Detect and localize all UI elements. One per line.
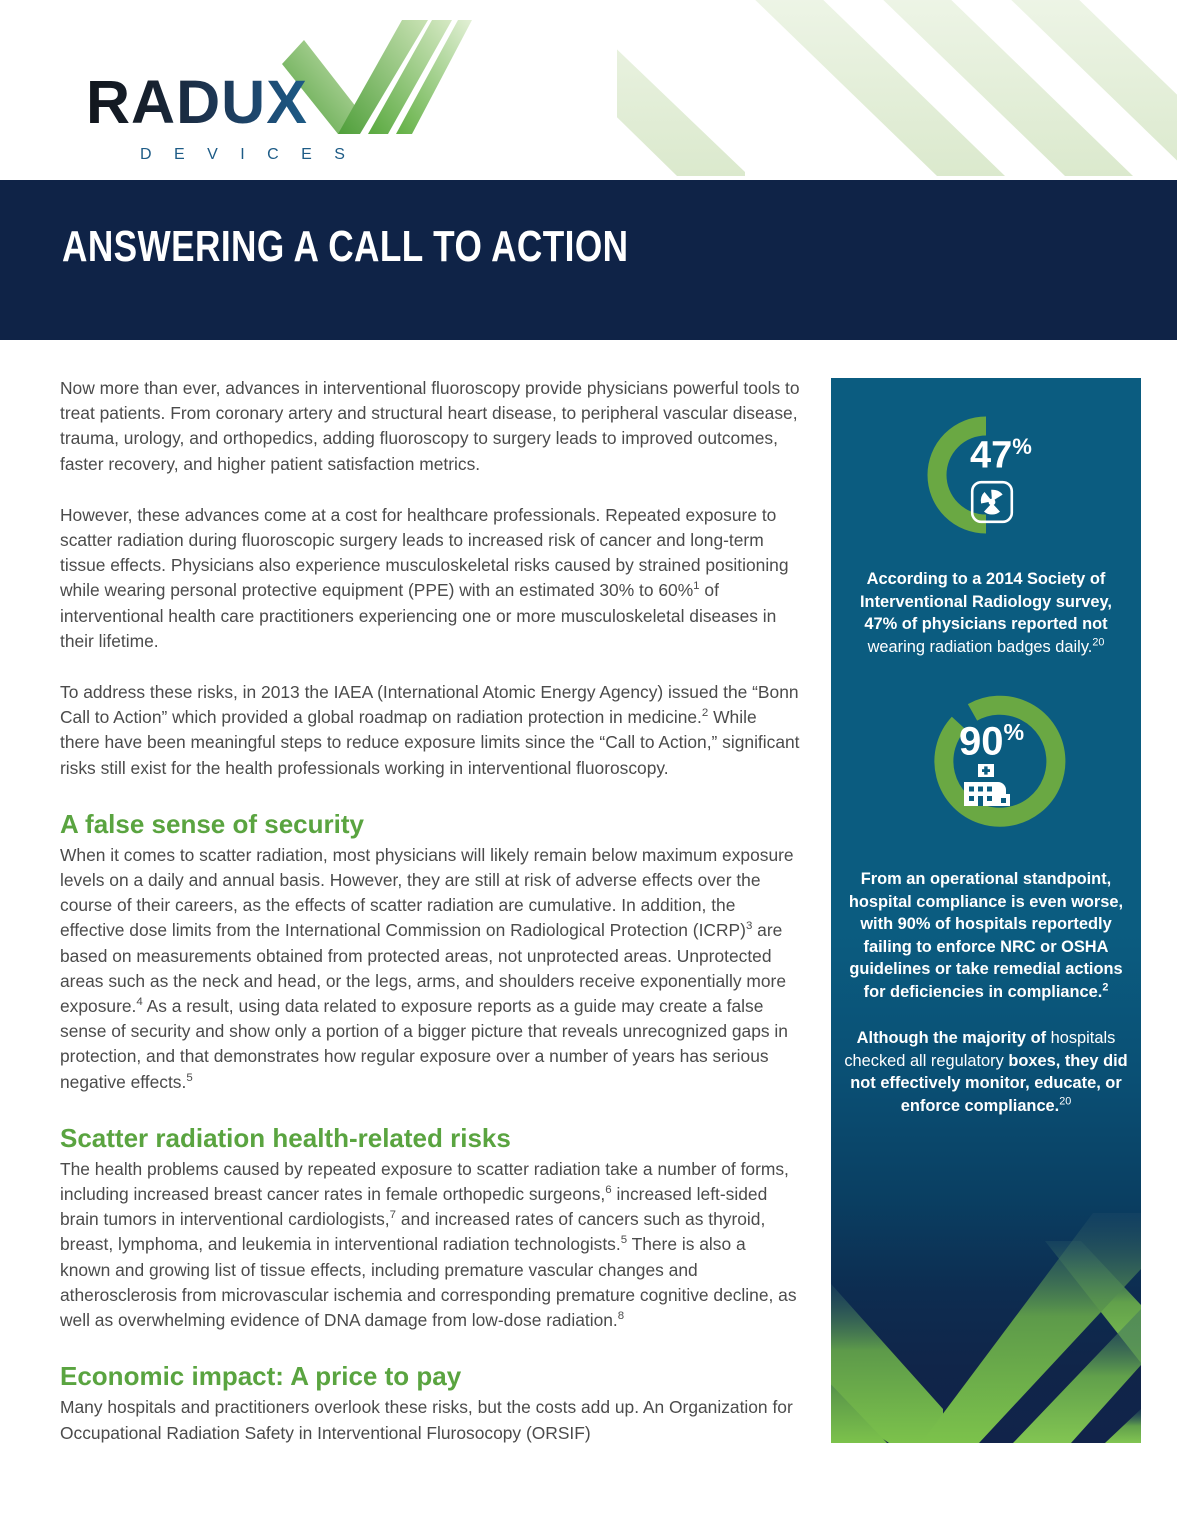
stat-caption-90	[831, 868, 1141, 1003]
s2-footnote-ref-6: 6	[605, 1184, 612, 1197]
p3-text: To address these risks, in 2013 the IAEA (International Atomic Energy Agency) issued the “Bonn Call to Action” which provided a global roadmap on radiation protection in medicine.	[60, 682, 799, 728]
main-content-column	[60, 376, 800, 1446]
sidebar-closing-caption	[831, 1027, 1141, 1117]
donut-percent-sign-90: %	[1003, 719, 1025, 745]
s2-text-b: increased left-sided brain tumors in interventional cardiologists,	[60, 1184, 768, 1230]
stat-caption-47	[831, 568, 1141, 658]
hospital-building-icon	[958, 764, 1016, 812]
donut-value-90	[959, 719, 1025, 764]
section-body-scatter-radiation-risks	[60, 1157, 800, 1333]
caption-47-tail: wearing radiation badges daily.	[867, 637, 1093, 656]
s1-text-c: As a result, using data related to exposure reports as a guide may create a false sense of security and show only a portion of a bigger picture that reveals unrecognized gaps in protection, and that demonstrates how regular exposure over a number of years has serious negative effects.	[60, 996, 788, 1092]
donut-percent-sign-47: %	[1012, 434, 1032, 459]
section-heading-scatter-radiation-risks: Scatter radiation health-related risks	[60, 1122, 511, 1153]
sidebar-chevron-decoration	[831, 1213, 1141, 1443]
donut-value-47	[970, 436, 1032, 475]
section-heading-economic-impact: Economic impact: A price to pay	[60, 1361, 462, 1392]
s1-footnote-ref-4: 4	[136, 996, 143, 1009]
header-chevron-decoration	[617, 0, 1177, 180]
s2-text-c: and increased rates of cancers such as thyroid, breast, lymphoma, and leukemia in interventional radiation technologists.	[60, 1209, 766, 1255]
intro-paragraph-1: Now more than ever, advances in interventional fluoroscopy provide physicians powerful tools to treat patients. From coronary artery and structural heart disease, to peripheral vascular disease, trauma, urology, and orthopedics, adding fluoroscopy to surgery leads to improved outcomes, faster recovery, and higher patient satisfaction metrics.	[60, 378, 800, 474]
intro-paragraph-2	[60, 503, 800, 654]
closing-bold-b: boxes, they did not effectively monitor, educate, or enforce compliance.	[850, 1051, 1128, 1115]
donut-number-90: 90	[959, 719, 1004, 764]
radux-logo	[86, 20, 386, 170]
s2-footnote-ref-5: 5	[620, 1234, 628, 1247]
green-checkmark-logo-icon	[282, 12, 472, 140]
s1-text-b: are based on measurements obtained from protected areas, not unprotected areas. Unprotected areas such as the neck and head, or the legs, arms, and shoulders receive exponentially more exposure.	[60, 920, 786, 1017]
page-header	[0, 0, 1177, 180]
donut-chart-90	[896, 692, 1076, 844]
s1-footnote-ref-5: 5	[186, 1071, 193, 1084]
intro-paragraph-3	[60, 680, 800, 781]
caption-90-text: From an operational standpoint, hospital compliance is even worse, with 90% of hospitals reportedly failing to enforce NRC or OSHA guidelines or take remedial actions for deficiencies in compliance.	[848, 870, 1124, 1001]
s2-footnote-ref-7: 7	[389, 1209, 397, 1222]
stat-block-47	[831, 378, 1141, 658]
closing-bold-a: Although the majority of	[856, 1029, 1047, 1047]
s1-footnote-ref-3: 3	[745, 920, 753, 933]
s2-footnote-ref-8: 8	[617, 1310, 625, 1323]
s1-text-a: When it comes to scatter radiation, most physicians will likely remain below maximum exposure levels on a daily and annual basis. However, they are still at risk of adverse effects over the course of their careers, as the effects of scatter radiation are cumulative. In addition, the effective dose limits from the International Commission on Radiological Protection (ICRP)	[60, 844, 794, 941]
radiation-symbol-icon	[970, 480, 1014, 524]
page-title: ANSWERING A CALL TO ACTION	[62, 222, 629, 271]
p3-text-rest: While there have been meaningful steps to reduce exposure limits since the “Call to Action,” significant risks still exist for the health professionals working in interventional fluoroscopy.	[60, 707, 800, 778]
donut-number-47: 47	[970, 434, 1013, 477]
caption-47-footnote-ref: 20	[1092, 636, 1105, 649]
p2-text: However, these advances come at a cost for healthcare professionals. Repeated exposure to scatter radiation during fluoroscopic surgery leads to increased risk of cancer and long-term tissue effects. Physicians also experience musculoskeletal risks caused by strained positioning while wearing personal protective equipment (PPE) with an estimated 30% to 60%	[60, 504, 789, 601]
p3-footnote-ref: 2	[701, 707, 709, 720]
donut-chart-47	[896, 400, 1076, 550]
statistics-sidebar	[831, 378, 1141, 1443]
p2-text-rest: of interventional health care practitioners experiencing one or more musculoskeletal diseases in their lifetime.	[60, 580, 777, 651]
stat-block-90	[831, 658, 1141, 1003]
title-banner	[0, 180, 1177, 340]
logo-wordmark: RADUX	[86, 68, 308, 136]
s2-text-a: The health problems caused by repeated exposure to scatter radiation take a number of forms, including increased breast cancer rates in female orthopedic surgeons,	[60, 1158, 789, 1205]
section-heading-false-sense-of-security: A false sense of security	[60, 808, 364, 839]
p2-footnote-ref: 1	[693, 580, 700, 593]
section-body-false-sense-of-security	[60, 843, 800, 1095]
logo-subtitle: D E V I C E S	[140, 146, 354, 163]
closing-footnote-ref: 20	[1059, 1095, 1072, 1108]
caption-90-footnote-ref: 2	[1102, 981, 1109, 994]
caption-47-lead: According to a 2014 Society of Interventional Radiology survey,	[860, 570, 1112, 611]
closing-normal-a: hospitals checked all regulatory	[844, 1029, 1116, 1070]
s2-text-d: There is also a known and growing list of tissue effects, including premature vascular changes and atherosclerosis from microvascular ischemia and corresponding premature cognitive decline, as well as overwhelming evidence of DNA damage from low-dose radiation.	[60, 1234, 797, 1331]
section-body-economic-impact: Many hospitals and practitioners overlook these risks, but the costs add up. An Organization for Occupational Radiation Safety in Interventional Flurosocopy (ORSIF)	[60, 1397, 793, 1443]
caption-47-bold: 47% of physicians reported not	[864, 615, 1108, 633]
